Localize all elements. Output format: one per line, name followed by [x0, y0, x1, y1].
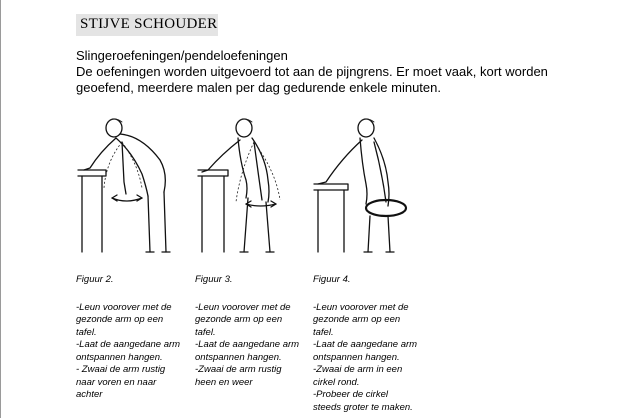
- figure-3-text: [195, 274, 313, 389]
- figure-2-line: - Zwaai de arm rustig: [76, 364, 166, 375]
- figure-3-caption: Figuur 3.: [195, 274, 233, 285]
- figure-2-line: gezonde arm op een: [76, 314, 164, 325]
- figure-3-line: -Leun voorover met de: [195, 301, 291, 313]
- figure-4-line: -Probeer de cirkel: [313, 389, 388, 400]
- figure-4-line: steeds groter te maken.: [313, 401, 413, 413]
- figure-3-line: -Laat de aangedane arm: [195, 339, 300, 350]
- figure-2-text: [76, 274, 194, 402]
- figure-3-illustration: [196, 112, 306, 257]
- page-title: STIJVE SCHOUDER: [80, 16, 218, 32]
- figure-3-line: ontspannen hangen.: [195, 351, 282, 363]
- figure-2-caption: Figuur 2.: [76, 274, 114, 285]
- figure-3-line: tafel.: [195, 326, 216, 338]
- figure-2-line: -Laat de aangedane arm: [76, 339, 181, 350]
- intro-line-2: geoefend, meerdere malen per dag gedurende enkele minuten.: [76, 80, 441, 95]
- figure-4-line: -Laat de aangedane arm: [313, 339, 418, 350]
- figure-4-line: -Leun voorover met de: [313, 301, 409, 313]
- intro-text: [76, 48, 596, 96]
- figure-4-line: gezonde arm op een: [313, 314, 401, 325]
- figure-4-caption: Figuur 4.: [313, 274, 351, 285]
- figure-3-line: heen en weer: [195, 376, 253, 388]
- figure-3-line: gezonde arm op een: [195, 314, 283, 325]
- figure-2-line: ontspannen hangen.: [76, 351, 163, 363]
- figure-2-line: tafel.: [76, 326, 97, 338]
- figure-2-line: -Leun voorover met de: [76, 301, 172, 313]
- intro-line-1: De oefeningen worden uitgevoerd tot aan de pijngrens. Er moet vaak, kort worden: [76, 64, 548, 79]
- figure-4-line: cirkel rond.: [313, 376, 360, 388]
- page-left-border: [0, 0, 1, 418]
- figure-4-illustration: [312, 112, 422, 257]
- figure-4-text: [313, 274, 431, 414]
- figure-4-line: -Zwaai de arm in een: [313, 364, 403, 375]
- figure-3-line: -Zwaai de arm rustig: [195, 364, 282, 375]
- figure-4-line: ontspannen hangen.: [313, 351, 400, 363]
- intro-heading: Slingeroefeningen/pendeloefeningen: [76, 48, 288, 63]
- figure-2-line: naar voren en naar: [76, 376, 157, 388]
- figure-4-line: tafel.: [313, 326, 334, 338]
- figure-2-illustration: [76, 112, 186, 257]
- figure-2-line: achter: [76, 389, 103, 400]
